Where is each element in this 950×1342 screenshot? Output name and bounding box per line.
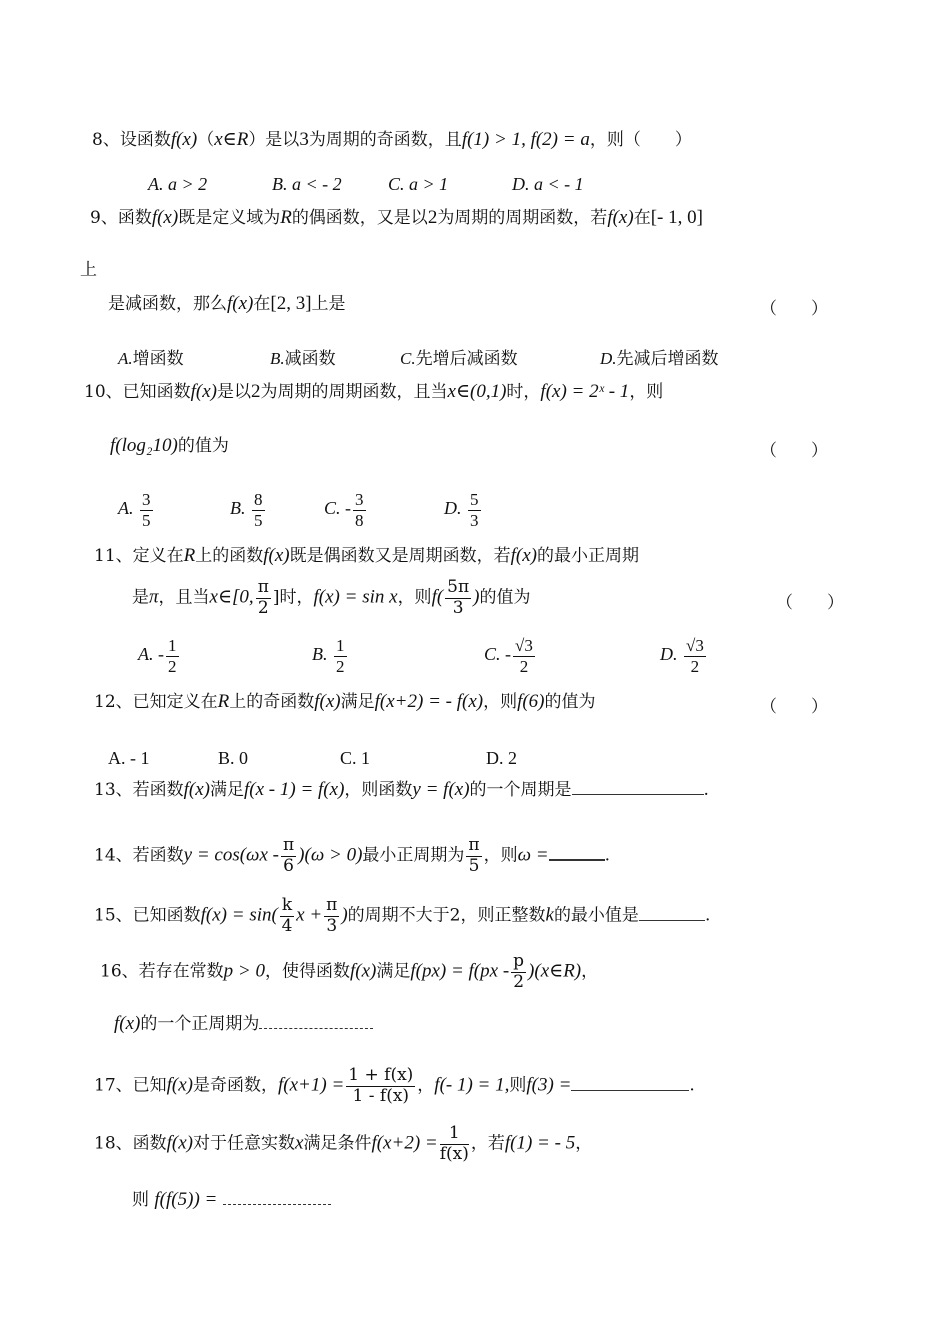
q12-text: 的值为 [544,692,596,712]
q10-answer-paren[interactable]: （ ） [760,441,828,461]
q11-period: π [149,586,159,608]
option-fraction [513,636,535,676]
q11-interval: x∈[0, [209,586,254,608]
q13-text: ，则函数 [344,780,413,800]
q10-line2 [110,436,229,455]
option-value: a > 1 [409,174,449,194]
q9-answer-paren[interactable]: （ ） [760,299,828,319]
q12-expression: f(6) [517,691,545,712]
q10-text: 的值为 [177,436,229,456]
fraction-numerator: π [282,835,295,855]
q10-text: 时， [506,382,541,402]
q13-end: . [703,780,709,800]
q10-option-a[interactable] [118,490,155,530]
q11-expression: f( [431,586,444,608]
q16-domain: (x∈R) [534,960,582,982]
q8-domain: x∈R [214,129,249,150]
q10-option-d[interactable] [444,490,483,530]
option-value: a > 2 [168,174,208,194]
q18-answer-blank[interactable] [223,1190,331,1205]
option-label: A. [118,349,133,368]
q11-line2 [132,578,531,618]
q12-option-b[interactable]: B. 0 [218,748,249,768]
q15-text: 的周期不大于 [347,905,450,926]
fraction-denominator: 6 [283,855,294,876]
fraction-numerator: √3 [515,636,533,655]
q10-text: 为周期的周期函数，且当 [260,382,448,402]
q15-text: 的最小值是 [553,905,639,926]
q14-end: . [604,845,610,866]
q17-text: ， [417,1075,435,1096]
q11-definition: f(x) = sin x [313,586,398,608]
q14-text: 最小正周期为 [362,845,465,866]
q11-option-b[interactable] [312,636,349,676]
q11-text: 的最小正周期 [537,546,639,566]
q14-fraction [281,836,296,876]
option-label: C. [324,498,341,519]
q15-expression: f(x) = sin( [200,904,278,926]
q11-option-a[interactable] [138,636,181,676]
q11-text: 既是偶函数又是周期函数，若 [289,546,511,566]
q10-expression: f(log₂10) [110,435,178,456]
q13-answer-blank[interactable] [572,780,704,795]
q10-option-b[interactable] [230,490,267,530]
q8-text: ）是以 [248,130,300,150]
q12-text: ，则 [483,692,518,712]
q16-answer-blank[interactable] [259,1014,373,1029]
fraction-numerator: √3 [686,636,704,655]
q12-option-c[interactable]: C. 1 [340,748,371,768]
fraction-denominator: 5 [468,855,480,876]
q15-pi-fraction [324,896,339,936]
fraction-denominator: 5 [142,510,151,530]
option-value: a < - 2 [292,174,342,194]
q9-interval: [2, 3] [270,293,312,314]
q15-expression: x + [296,904,323,926]
option-value: 增函数 [132,349,184,368]
fraction-numerator: 3 [355,490,364,509]
q14-answer-blank[interactable] [549,845,605,861]
q9-domain: R [280,207,292,228]
question-14 [94,836,610,876]
q8-end: ，则（ ） [589,130,692,150]
fraction-denominator: 2 [513,971,525,992]
option-label: D. [444,498,462,519]
q9-text: 为周期的周期函数，若 [437,208,608,228]
q18-text: 则 [132,1190,149,1210]
q18-text: ，若 [470,1133,505,1154]
q17-answer-blank[interactable] [571,1076,689,1091]
q9-line2 [108,294,346,313]
option-value: 减函数 [284,349,336,368]
q10-definition: f(x) = 2ˣ - 1 [540,381,630,402]
q9-text: 上 [80,260,97,280]
q8-period: 3 [299,129,309,150]
option-label: B. [272,174,288,194]
q17-expression: f(3) = [526,1074,572,1096]
q18-text: 满足条件 [303,1133,372,1154]
q10-text: ，则 [629,382,664,402]
q8-text: 为周期的奇函数，且 [308,130,462,150]
question-15 [94,896,710,936]
q16-condition: p > 0 [223,960,265,982]
q15-k-fraction [280,896,294,936]
q11-function: f(x) [263,545,290,566]
q9-text: 在 [633,208,651,228]
fraction-numerator: π [326,895,338,915]
q14-text: ，则 [483,845,518,866]
fraction-denominator: 2 [257,597,269,618]
q9-prefix: 9、函数 [90,208,152,228]
q16-prefix: 16、若存在常数 [100,961,224,982]
q11-option-d[interactable] [660,636,708,676]
q11-interval-fraction [256,578,271,618]
q10-function: f(x) [190,381,218,402]
option-label: A. [148,174,164,194]
q9-text: 是减函数，那么 [108,294,227,314]
fraction-denominator: 1 - f(x) [352,1085,410,1106]
q10-prefix: 10、已知函数 [84,382,191,402]
fraction-numerator: k [281,895,293,915]
q9-text: 既是定义域为 [178,208,281,228]
option-label: B. [230,498,246,519]
option-fraction [684,636,706,676]
fraction-numerator: 1 [336,636,345,655]
q17-text: 则 [509,1075,527,1096]
fraction-denominator: 3 [326,915,338,936]
q13-expression: y = f(x) [412,779,470,800]
q14-omega: ω = [517,844,549,866]
q18-text: ， [575,1133,593,1154]
q18-function: f(x) [166,1132,194,1154]
q14-prefix: 14、若函数 [94,845,184,866]
q16-expression: f(px) = f(px - [410,960,510,982]
q9-interval: [- 1, 0] [650,207,703,228]
q8-function: f(x) [170,129,198,150]
q18-variable: x [295,1132,304,1154]
option-label: D. [600,349,617,368]
q8-option-a[interactable] [148,174,207,195]
option-fraction [140,490,153,530]
fraction-denominator: f(x) [439,1143,469,1164]
q16-text: 满足 [376,961,411,982]
q15-end: . [704,905,711,926]
q17-end: . [689,1075,695,1096]
q14-period-fraction [466,836,481,876]
q11-text: 的值为 [479,587,531,608]
q12-function: f(x) [314,691,341,712]
q9-text: 上是 [311,294,346,314]
q8-text: （ [197,130,215,150]
q18-text: 对于任意实数 [193,1133,296,1154]
option-sign: - [505,644,512,665]
fraction-denominator: 2 [690,656,700,676]
option-label: B. [312,644,328,665]
q11-text: ]时， [272,587,314,608]
q15-answer-blank[interactable] [639,906,705,921]
q13-prefix: 13、若函数 [94,780,184,800]
q10-condition: x∈(0,1) [447,381,507,402]
q12-text: 上的奇函数 [229,692,315,712]
q13-text: 满足 [210,780,245,800]
fraction-numerator: p [513,951,525,971]
q17-expression: f(x+1) = [278,1074,345,1096]
q14-expression: )(ω > 0) [298,844,363,866]
q10-text: 是以 [217,382,252,402]
q17-prefix: 17、已知 [94,1075,167,1096]
fraction-denominator: 2 [336,656,345,676]
option-sign: - [158,644,164,665]
q8-given: f(1) > 1, f(2) = a [461,129,590,150]
fraction-numerator: π [468,835,480,855]
question-10 [84,382,663,401]
q9-text: 的偶函数，又是以 [291,208,428,228]
option-fraction [334,636,347,676]
q18-line2 [132,1190,331,1209]
q11-text: ，且当 [158,587,210,608]
q9-function: f(x) [151,207,179,228]
q12-prefix: 12、已知定义在 [94,692,218,712]
q11-text: 是 [132,587,149,608]
q10-option-c[interactable] [324,490,368,530]
q11-domain: R [183,545,196,566]
option-label: C. [400,349,416,368]
q16-fraction [511,952,526,992]
option-fraction [252,490,265,530]
q18-expression: f(f(5)) = [154,1189,218,1210]
q9-period: 2 [427,207,438,228]
q12-domain: R [217,691,230,712]
q12-option-d[interactable]: D. 2 [486,748,517,768]
option-label: D. [660,644,678,665]
option-label: A. [118,498,134,519]
q9-option-c[interactable] [400,344,518,369]
q18-condition: f(1) = - 5 [504,1132,576,1154]
q8-option-d[interactable] [512,174,584,195]
q16-text: 的一个正周期为 [140,1014,260,1034]
option-label: A. [138,644,154,665]
fraction-denominator: 2 [519,656,529,676]
q18-fraction [440,1124,469,1164]
q11-text: ，则 [397,587,432,608]
fraction-numerator: 1 + f(x) [348,1065,414,1085]
q16-function: f(x) [349,960,377,982]
question-17 [94,1066,695,1106]
fraction-denominator: 2 [168,656,177,676]
fraction-numerator: 5 [470,490,479,509]
q17-text: 是奇函数， [193,1075,279,1096]
q17-function: f(x) [166,1074,194,1096]
q11-text: 上的函数 [195,546,264,566]
q18-expression: f(x+2) = [371,1132,438,1154]
q11-prefix: 11、定义在 [94,546,184,566]
q13-function: f(x) [183,779,211,800]
fraction-numerator: 3 [142,490,151,509]
option-value: a < - 1 [534,174,584,194]
fraction-denominator: 3 [452,597,464,618]
option-sign: - [345,498,352,519]
q12-text: 满足 [340,692,375,712]
q11-value-fraction [445,578,471,618]
q12-condition: f(x+2) = - f(x) [374,691,484,712]
q13-text: 的一个周期是 [469,780,572,800]
q14-expression: y = cos(ωx - [183,844,279,866]
q13-condition: f(x - 1) = f(x) [244,779,345,800]
option-fraction [353,490,366,530]
q9-text: 在 [253,294,271,314]
fraction-numerator: 8 [254,490,263,509]
fraction-denominator: 8 [355,510,364,530]
option-label: D. [512,174,530,194]
question-13 [94,780,709,799]
q11-function: f(x) [510,545,537,566]
option-fraction [468,490,481,530]
q16-function: f(x) [114,1013,141,1034]
q15-prefix: 15、已知函数 [94,905,201,926]
q10-period: 2 [251,381,261,402]
question-18 [94,1124,592,1164]
q16-text: ，使得函数 [264,961,350,982]
fraction-numerator: 5π [447,577,470,597]
fraction-numerator: π [257,577,269,597]
fraction-numerator: 1 [440,1124,469,1145]
q9-wrap [80,262,97,279]
q12-option-a[interactable]: A. - 1 [108,748,150,768]
fraction-denominator: 4 [281,915,293,936]
q17-fraction [346,1066,415,1106]
question-9 [90,208,703,227]
option-value: 先增后减函数 [415,349,518,368]
q9-function: f(x) [607,207,634,228]
q8-option-b[interactable] [272,174,342,195]
option-label: C. [484,644,501,665]
q16-line2 [114,1014,373,1033]
q9-function: f(x) [227,293,254,314]
q11-expression: ) [473,586,480,608]
q18-prefix: 18、函数 [94,1133,167,1154]
option-label: B. [270,349,285,368]
fraction-denominator: 5 [254,510,263,530]
question-11 [94,546,639,565]
fraction-denominator: 3 [470,510,479,530]
q8-prefix: 8、设函数 [92,130,171,150]
option-value: 先减后增函数 [616,349,719,368]
q11-option-c[interactable] [484,636,537,676]
q9-option-a[interactable] [118,344,184,369]
q17-condition: f(- 1) = 1, [434,1074,510,1096]
question-16 [100,952,598,992]
question-8 [92,130,692,149]
q15-k: k [545,904,554,926]
option-label: C. [388,174,405,194]
q11-answer-paren[interactable]: （ ） [776,593,844,613]
fraction-numerator: 1 [168,636,177,655]
q9-option-d[interactable] [600,344,719,369]
option-fraction [166,636,179,676]
q16-expression: ) [528,960,535,982]
q15-number: 2 [449,905,461,926]
q9-option-b[interactable] [270,344,336,369]
q16-text: ， [581,961,599,982]
q15-expression: ) [341,904,348,926]
q12-answer-paren[interactable]: （ ） [760,697,828,717]
q8-option-c[interactable] [388,174,448,195]
q15-text: ，则正整数 [460,905,546,926]
question-12 [94,692,596,711]
